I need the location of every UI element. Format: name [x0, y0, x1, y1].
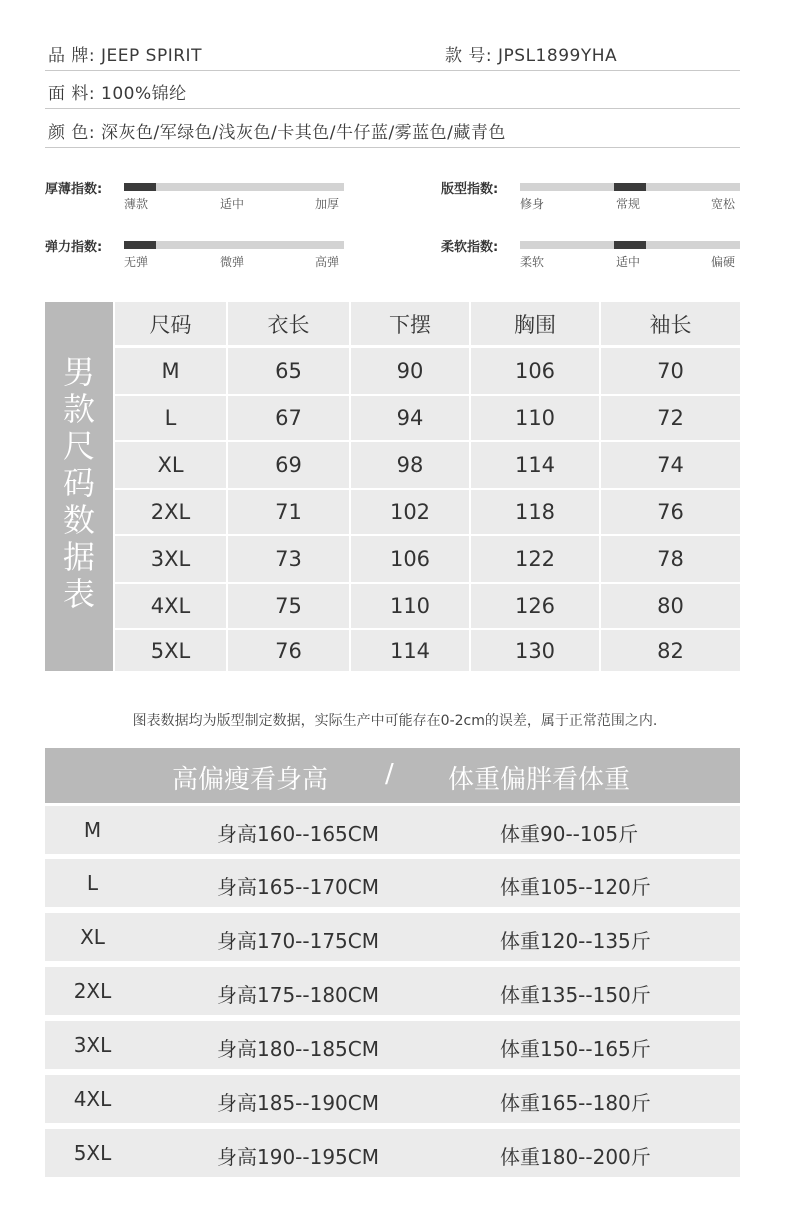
- weight-unit: 斤: [630, 1145, 651, 1169]
- gauge-track: [520, 241, 740, 249]
- size-table-cell: 114: [351, 630, 469, 671]
- recommend-weight: 体重165--180斤: [500, 1091, 651, 1115]
- info-row-brand-model: [45, 32, 740, 71]
- size-table-cell: 106: [351, 536, 469, 582]
- size-table-cell: 70: [601, 348, 740, 394]
- size-table-cell: 118: [471, 490, 599, 534]
- recommend-row: [45, 1129, 740, 1177]
- size-table-cell: 98: [351, 442, 469, 488]
- size-table-row: [115, 584, 740, 628]
- size-table-row: [115, 396, 740, 440]
- size-table-cell: 114: [471, 442, 599, 488]
- fabric-text: 面 料: 100%锦纶: [48, 84, 187, 104]
- recommend-weight: 体重90--105斤: [500, 822, 639, 846]
- size-table-row: [115, 630, 740, 671]
- gauge-marker: [614, 241, 646, 249]
- height-unit: CM: [347, 875, 380, 899]
- recommend-height: 身高180--185CM: [217, 1037, 380, 1061]
- size-table-header-cell: 下摆: [351, 302, 469, 345]
- gauge-track: [124, 183, 344, 191]
- recommend-row: [45, 859, 740, 907]
- gauge-softness: [441, 236, 741, 276]
- gauge-track: [520, 183, 740, 191]
- recommend-height: 身高175--180CM: [217, 983, 380, 1007]
- gauge-label: 弹力指数:: [45, 240, 103, 255]
- size-table-header-cell: 胸围: [471, 302, 599, 345]
- gauge-tick-low: 柔软: [520, 255, 545, 269]
- recommend-height: 身高185--190CM: [217, 1091, 380, 1115]
- size-table-cell: 102: [351, 490, 469, 534]
- recommend-header-sep: /: [385, 759, 394, 789]
- size-table-cell: 5XL: [115, 630, 226, 671]
- size-table-cell: 126: [471, 584, 599, 628]
- size-table-cell: 69: [228, 442, 349, 488]
- recommend-height: 身高165--170CM: [217, 875, 380, 899]
- size-table-title: 男款尺码数据表: [62, 353, 95, 613]
- weight-unit: 斤: [630, 929, 651, 953]
- size-table-row: [115, 348, 740, 394]
- gauge-tick-high: 高弹: [315, 255, 340, 269]
- size-table-cell: 76: [601, 490, 740, 534]
- recommend-row: [45, 913, 740, 961]
- size-table-header-cell: 袖长: [601, 302, 740, 345]
- gauge-thickness: [45, 178, 345, 218]
- height-unit: CM: [347, 822, 380, 846]
- gauge-fit: [441, 178, 741, 218]
- gauge-tick-high: 加厚: [315, 197, 340, 211]
- size-table-row: [115, 442, 740, 488]
- recommend-size: 4XL: [73, 1087, 112, 1111]
- size-table: [45, 302, 740, 671]
- recommend-weight: 体重180--200斤: [500, 1145, 651, 1169]
- recommend-weight: 体重150--165斤: [500, 1037, 651, 1061]
- size-table-cell: M: [115, 348, 226, 394]
- size-table-cell: 74: [601, 442, 740, 488]
- weight-unit: 斤: [618, 822, 639, 846]
- recommend-row: [45, 806, 740, 854]
- recommend-header-right: 体重偏胖看体重: [448, 765, 631, 795]
- size-table-cell: 82: [601, 630, 740, 671]
- size-table-cell: 65: [228, 348, 349, 394]
- size-table-cell: 110: [471, 396, 599, 440]
- recommend-size: 5XL: [73, 1141, 112, 1165]
- recommend-height: 身高190--195CM: [217, 1145, 380, 1169]
- recommend-size: 2XL: [73, 979, 112, 1003]
- info-row-colors: [45, 109, 740, 148]
- recommend-row: [45, 967, 740, 1015]
- colors-text: 颜 色: 深灰色/军绿色/浅灰色/卡其色/牛仔蓝/雾蓝色/藏青色: [48, 123, 506, 143]
- gauge-tick-high: 宽松: [711, 197, 736, 211]
- size-table-cell: 94: [351, 396, 469, 440]
- size-table-cell: 106: [471, 348, 599, 394]
- size-table-cell: 78: [601, 536, 740, 582]
- weight-unit: 斤: [630, 983, 651, 1007]
- height-unit: CM: [347, 983, 380, 1007]
- gauge-tick-high: 偏硬: [711, 255, 736, 269]
- recommend-row: [45, 1021, 740, 1069]
- recommend-size: XL: [80, 925, 105, 949]
- size-table-row: [115, 536, 740, 582]
- size-table-cell: 122: [471, 536, 599, 582]
- recommend-size: 3XL: [73, 1033, 112, 1057]
- gauge-label: 版型指数:: [441, 182, 499, 197]
- size-table-cell: 72: [601, 396, 740, 440]
- info-row-fabric: [45, 70, 740, 109]
- size-table-title-panel: [45, 302, 113, 671]
- gauge-marker: [124, 241, 156, 249]
- recommend-weight: 体重120--135斤: [500, 929, 651, 953]
- height-unit: CM: [347, 929, 380, 953]
- measurement-note: 图表数据均为版型制定数据，实际生产中可能存在0-2cm的误差，属于正常范围之内.: [132, 713, 658, 729]
- size-table-cell: L: [115, 396, 226, 440]
- height-unit: CM: [347, 1145, 380, 1169]
- weight-unit: 斤: [630, 1091, 651, 1115]
- size-table-cell: 75: [228, 584, 349, 628]
- size-table-header-cell: 衣长: [228, 302, 349, 345]
- size-table-cell: 4XL: [115, 584, 226, 628]
- gauge-elasticity: [45, 236, 345, 276]
- recommend-size: L: [86, 871, 99, 895]
- size-table-cell: 71: [228, 490, 349, 534]
- gauge-tick-mid: 适中: [220, 197, 245, 211]
- model-text: 款 号: JPSL1899YHA: [445, 46, 618, 66]
- brand-text: 品 牌: JEEP SPIRIT: [48, 46, 202, 66]
- gauge-label: 厚薄指数:: [45, 182, 103, 197]
- recommend-weight: 体重105--120斤: [500, 875, 651, 899]
- size-table-cell: 76: [228, 630, 349, 671]
- gauge-tick-mid: 适中: [616, 255, 641, 269]
- gauge-tick-low: 无弹: [124, 255, 149, 269]
- height-unit: CM: [347, 1091, 380, 1115]
- gauge-marker: [124, 183, 156, 191]
- weight-unit: 斤: [630, 875, 651, 899]
- recommend-size: M: [83, 818, 102, 842]
- gauge-tick-mid: 常规: [616, 197, 641, 211]
- recommend-header: [45, 748, 740, 803]
- recommend-row: [45, 1075, 740, 1123]
- gauge-marker: [614, 183, 646, 191]
- recommend-weight: 体重135--150斤: [500, 983, 651, 1007]
- size-table-header-cell: 尺码: [115, 302, 226, 345]
- size-table-cell: 80: [601, 584, 740, 628]
- gauge-tick-low: 修身: [520, 197, 545, 211]
- recommend-height: 身高170--175CM: [217, 929, 380, 953]
- size-table-cell: 110: [351, 584, 469, 628]
- size-table-cell: XL: [115, 442, 226, 488]
- size-table-cell: 90: [351, 348, 469, 394]
- recommend-height: 身高160--165CM: [217, 822, 380, 846]
- recommend-header-left: 高偏瘦看身高: [172, 765, 329, 795]
- size-table-cell: 73: [228, 536, 349, 582]
- size-table-header-row: [115, 302, 740, 345]
- size-table-cell: 130: [471, 630, 599, 671]
- size-table-cell: 2XL: [115, 490, 226, 534]
- size-table-row: [115, 490, 740, 534]
- weight-unit: 斤: [630, 1037, 651, 1061]
- gauge-label: 柔软指数:: [441, 240, 499, 255]
- gauge-tick-mid: 微弹: [220, 255, 245, 269]
- height-unit: CM: [347, 1037, 380, 1061]
- gauge-tick-low: 薄款: [124, 197, 149, 211]
- gauge-track: [124, 241, 344, 249]
- size-table-cell: 67: [228, 396, 349, 440]
- size-table-cell: 3XL: [115, 536, 226, 582]
